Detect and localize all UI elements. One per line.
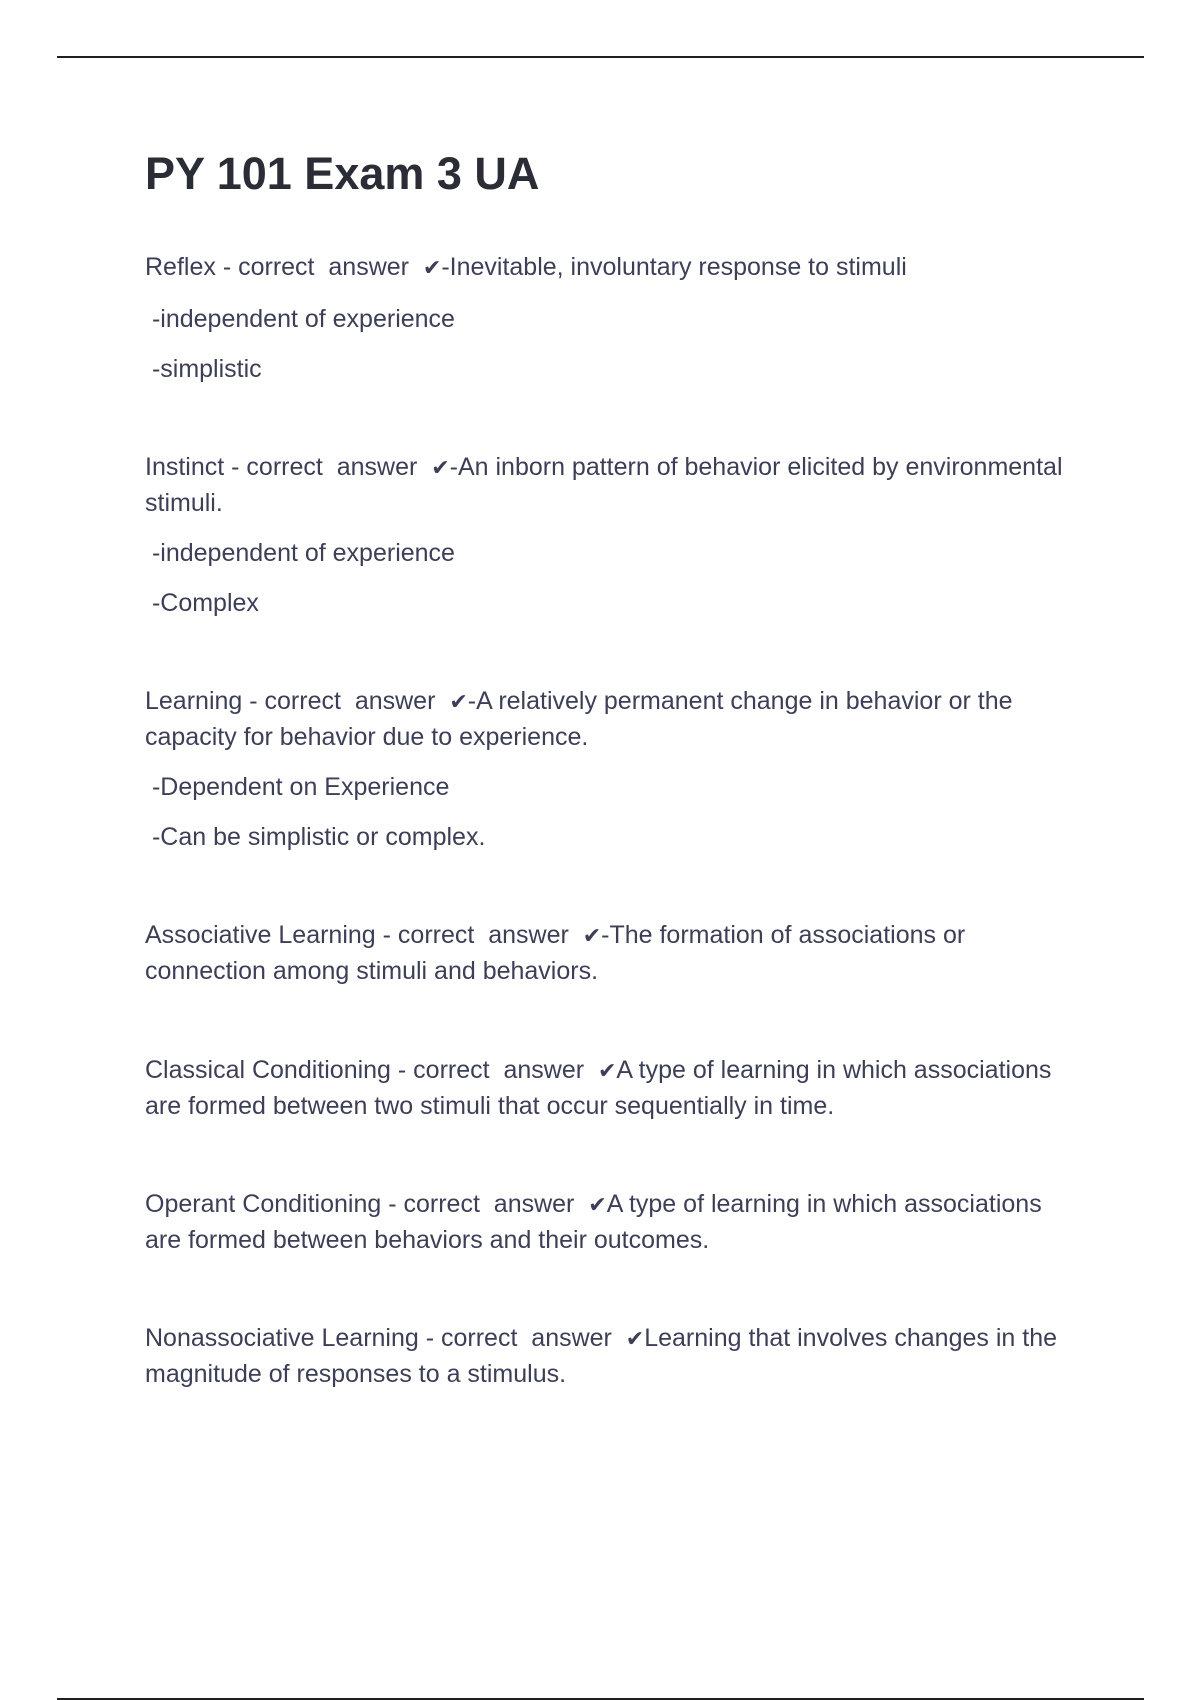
entry-definition: A type of learning in which associations are formed between behaviors and their outcomes. (145, 1190, 1049, 1254)
entry-term: Reflex (145, 253, 216, 281)
entry-classical-conditioning (145, 1053, 1075, 1123)
checkmark-icon: ✔ (588, 1193, 607, 1218)
entry-operant-conditioning (145, 1187, 1075, 1257)
entry-detail: -independent of experience (145, 305, 455, 333)
entry-separator: - correct answer (418, 1324, 626, 1352)
checkmark-icon: ✔ (422, 256, 442, 281)
entry-detail: -simplistic (145, 355, 262, 383)
entry-learning (145, 684, 1075, 854)
checkmark-icon: ✔ (449, 690, 468, 715)
entry-term: Learning (145, 687, 243, 715)
entry-separator: - correct answer (390, 1056, 598, 1084)
checkmark-icon: ✔ (431, 456, 450, 481)
entry-line (145, 1187, 1075, 1257)
entry-line (145, 684, 1075, 754)
entry-definition: Learning that involves changes in the magnitude of responses to a stimulus. (145, 1324, 1064, 1388)
entry-line (145, 918, 1075, 988)
entry-term: Operant Conditioning (145, 1190, 382, 1218)
entry-detail: -Dependent on Experience (145, 773, 450, 801)
entry-definition: -A relatively permanent change in behavior or the capacity for behavior due to experience. (145, 687, 1020, 751)
entry-line (145, 1053, 1075, 1123)
entry-definition: A type of learning in which associations are formed between two stimuli that occur sequentially in time. (145, 1056, 1059, 1120)
entry-detail: -independent of experience (145, 539, 455, 567)
checkmark-icon: ✔ (625, 1327, 645, 1352)
checkmark-icon: ✔ (597, 1059, 617, 1084)
entry-instinct (145, 450, 1075, 620)
entry-definition: -Inevitable, involuntary response to stimuli (441, 253, 907, 281)
entry-separator: - correct answer (381, 1190, 589, 1218)
entry-line (145, 250, 1075, 286)
entry-separator: - correct answer (242, 687, 450, 715)
entry-detail: -Complex (145, 589, 259, 617)
top-rule (57, 56, 1144, 58)
entry-associative-learning (145, 918, 1075, 988)
entry-term: Instinct (145, 453, 225, 481)
entry-reflex (145, 250, 1075, 386)
entry-definition: -The formation of associations or connection among stimuli and behaviors. (145, 921, 973, 985)
entry-definition: -An inborn pattern of behavior elicited by environmental stimuli. (145, 453, 1070, 517)
entry-line (145, 1321, 1075, 1391)
entry-separator: - correct answer (375, 921, 583, 949)
checkmark-icon: ✔ (582, 924, 602, 949)
entry-term: Classical Conditioning (145, 1056, 391, 1084)
page-title: PY 101 Exam 3 UA (145, 148, 540, 199)
entry-detail: -Can be simplistic or complex. (145, 823, 486, 851)
entry-nonassociative-learning (145, 1321, 1075, 1391)
entry-term: Nonassociative Learning (145, 1324, 419, 1352)
entry-line (145, 450, 1075, 520)
entry-separator: - correct answer (224, 453, 432, 481)
entry-separator: - correct answer (215, 253, 423, 281)
entry-term: Associative Learning (145, 921, 376, 949)
